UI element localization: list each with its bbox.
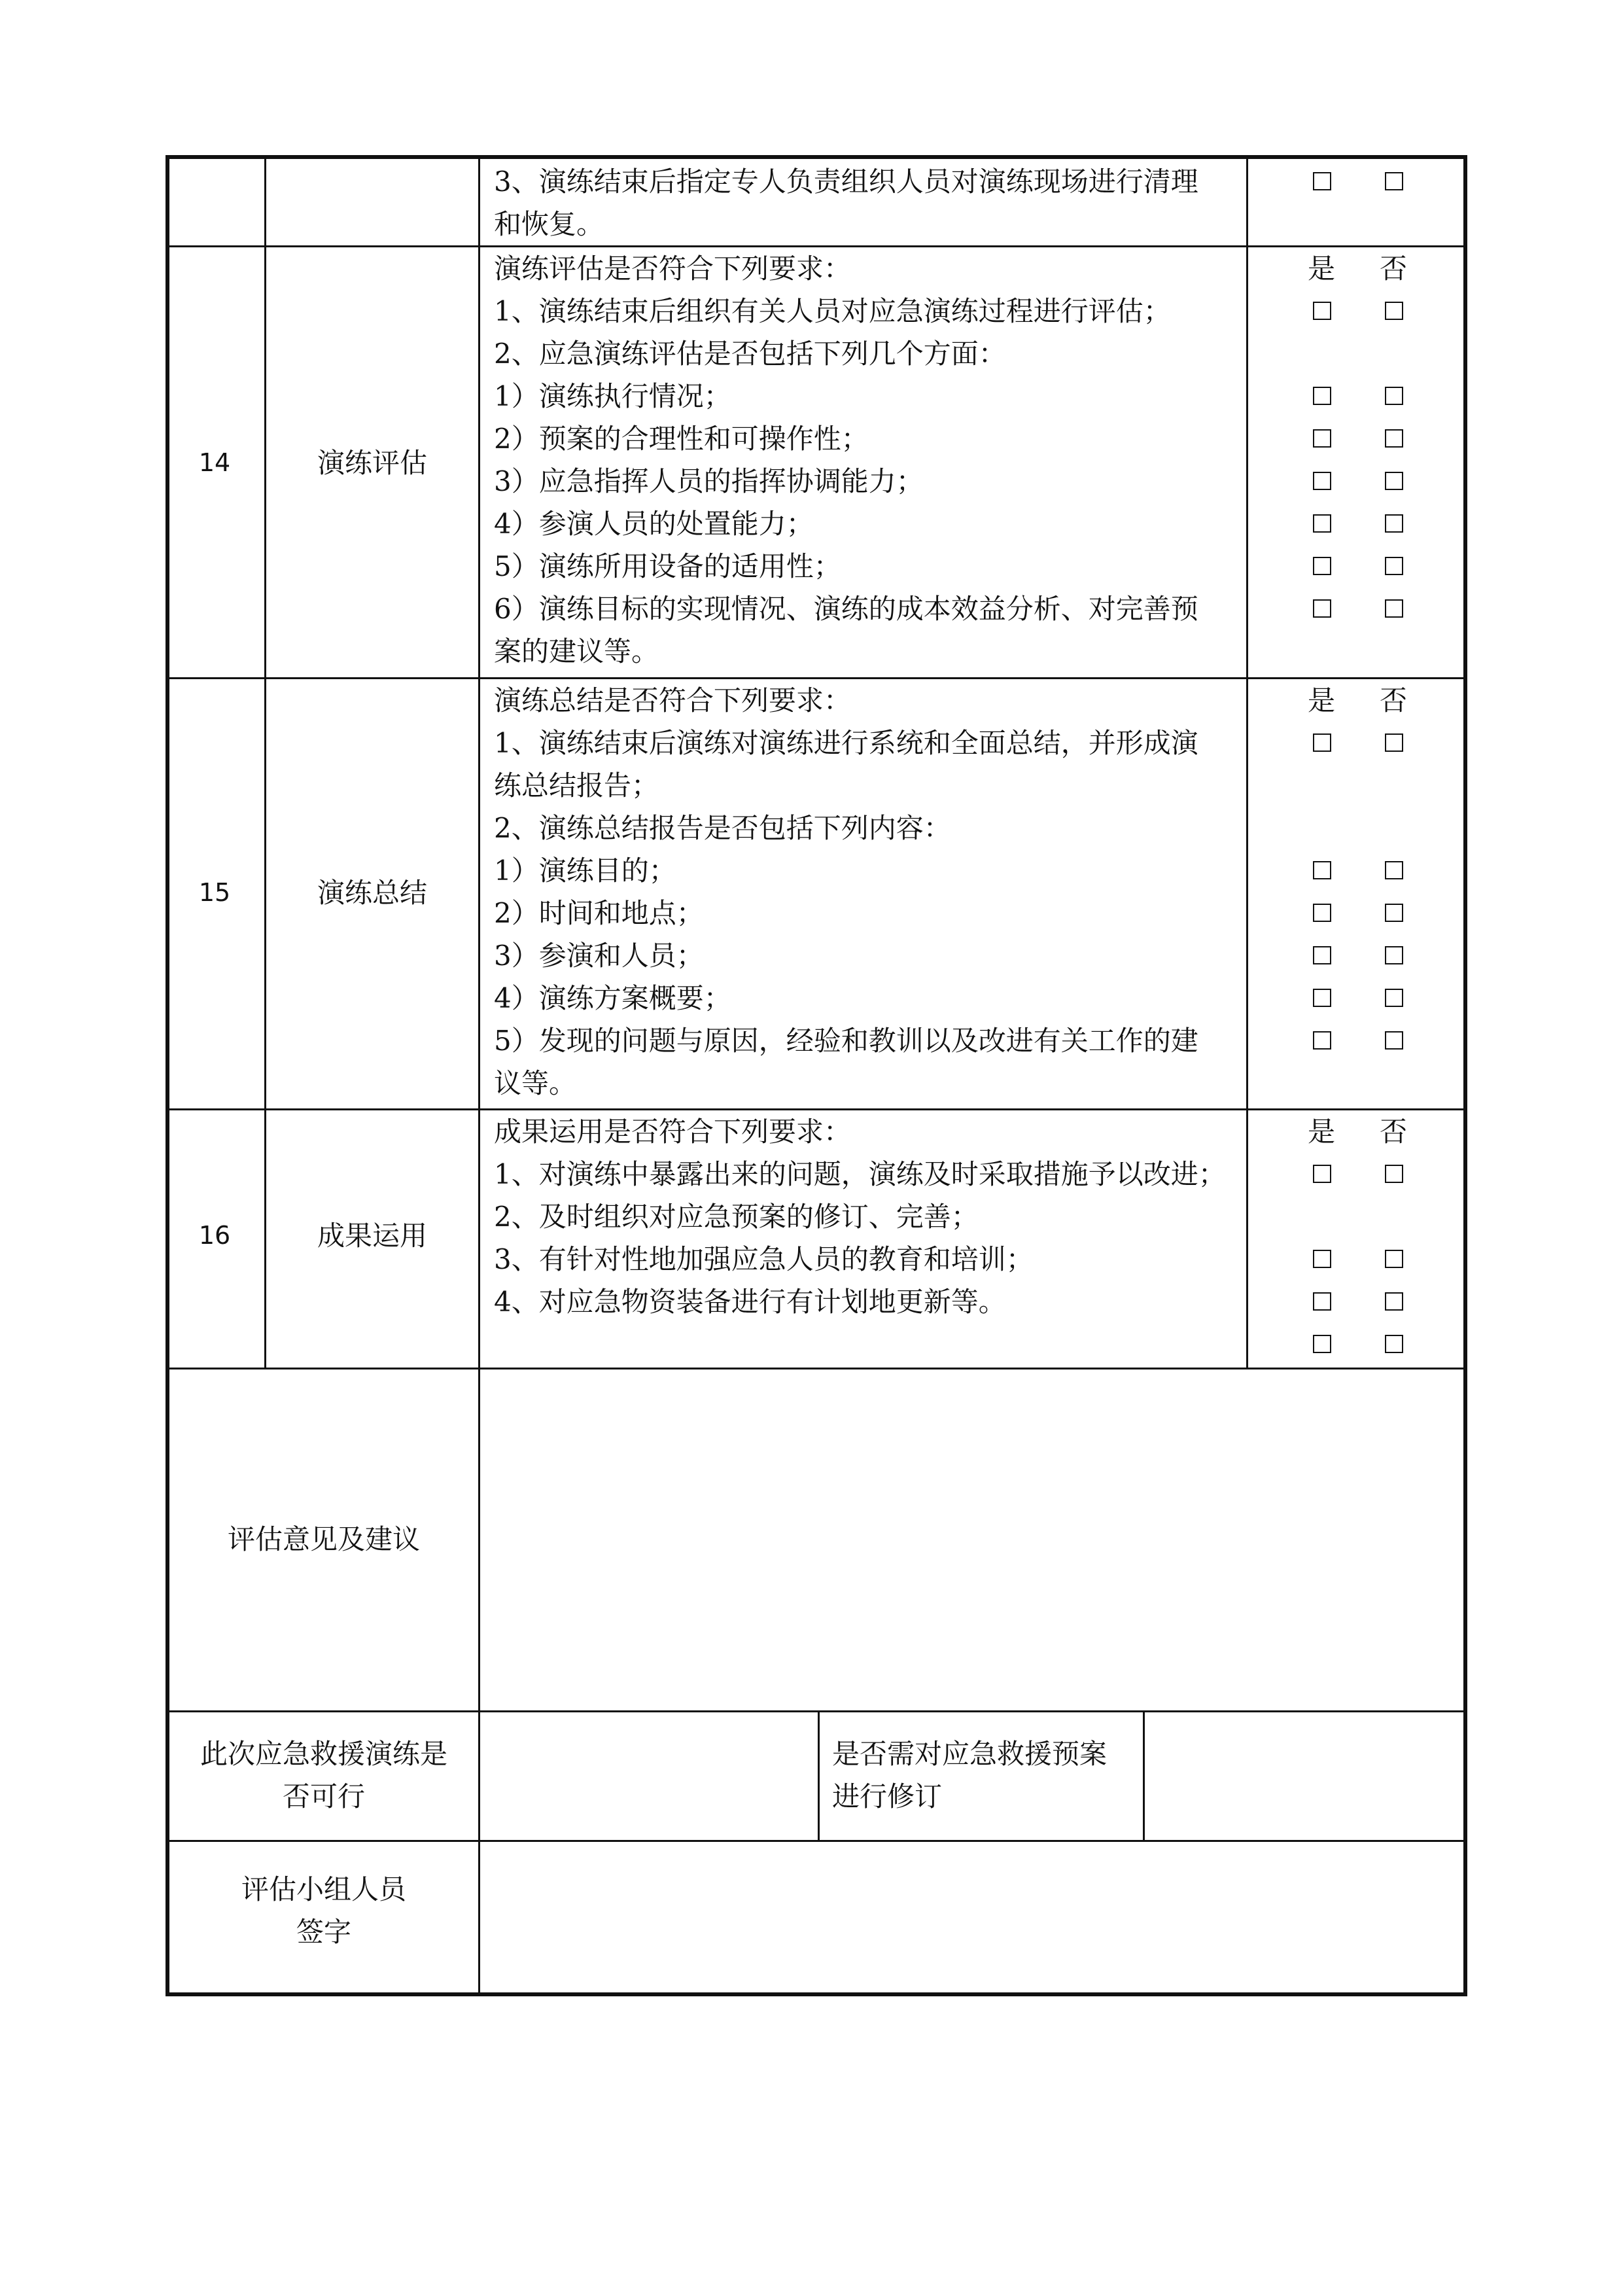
col-divider [818, 1710, 820, 1841]
item-text: 1、对演练中暴露出来的问题，演练及时采取措施予以改进； [494, 1158, 1226, 1190]
no-checkbox[interactable] [1385, 557, 1403, 575]
item-text: 成果运用是否符合下列要求： [494, 1116, 852, 1148]
yes-checkbox[interactable] [1313, 1292, 1331, 1311]
item-text: 3、演练结束后指定专人负责组织人员对演练现场进行清理 [494, 166, 1198, 198]
item-text: 练总结报告； [494, 769, 659, 802]
item-text: 5）发现的问题与原因，经验和教训以及改进有关工作的建 [494, 1025, 1198, 1057]
yes-checkbox[interactable] [1313, 861, 1331, 879]
yes-checkbox[interactable] [1313, 172, 1331, 190]
no-checkbox[interactable] [1385, 1292, 1403, 1311]
yes-header: 是 [1307, 253, 1335, 285]
yes-checkbox[interactable] [1313, 1165, 1331, 1183]
yes-checkbox[interactable] [1313, 599, 1331, 618]
item-text: 演练评估是否符合下列要求： [494, 253, 852, 285]
item-text: 1、演练结束后组织有关人员对应急演练过程进行评估； [494, 295, 1171, 327]
no-checkbox[interactable] [1385, 514, 1403, 533]
signature-label: 评估小组人员 [241, 1873, 406, 1905]
revise-label: 是否需对应急救援预案 [832, 1738, 1108, 1770]
item-text: 1）演练目的； [494, 855, 676, 887]
item-number: 15 [198, 878, 231, 907]
no-checkbox[interactable] [1385, 1165, 1403, 1183]
signature-label: 签字 [296, 1916, 351, 1948]
no-checkbox[interactable] [1385, 904, 1403, 922]
col-divider [264, 155, 266, 1369]
item-label: 演练总结 [317, 877, 427, 909]
item-text: 2、应急演练评估是否包括下列几个方面： [494, 338, 1006, 370]
item-text: 2）时间和地点； [494, 897, 704, 929]
opinion-label: 评估意见及建议 [227, 1523, 420, 1555]
item-number: 16 [198, 1221, 231, 1250]
revise-field[interactable] [1145, 1712, 1463, 1840]
item-text: 6）演练目标的实现情况、演练的成本效益分析、对完善预 [494, 593, 1198, 625]
no-checkbox[interactable] [1385, 1031, 1403, 1050]
no-header: 否 [1379, 253, 1407, 285]
yes-checkbox[interactable] [1313, 733, 1331, 752]
item-text: 2、演练总结报告是否包括下列内容： [494, 812, 951, 844]
opinion-field[interactable] [480, 1369, 1463, 1710]
no-checkbox[interactable] [1385, 989, 1403, 1007]
item-text: 3）应急指挥人员的指挥协调能力； [494, 465, 924, 497]
yes-checkbox[interactable] [1313, 904, 1331, 922]
item-text: 1）演练执行情况； [494, 380, 731, 412]
item-text: 5）演练所用设备的适用性； [494, 550, 841, 582]
yes-checkbox[interactable] [1313, 387, 1331, 405]
no-checkbox[interactable] [1385, 733, 1403, 752]
yes-checkbox[interactable] [1313, 1335, 1331, 1353]
item-text: 议等。 [494, 1067, 577, 1099]
no-checkbox[interactable] [1385, 1250, 1403, 1268]
item-text: 2、及时组织对应急预案的修订、完善； [494, 1201, 979, 1233]
yes-checkbox[interactable] [1313, 1250, 1331, 1268]
no-header: 否 [1379, 1116, 1407, 1148]
item-text: 案的建议等。 [494, 635, 659, 667]
yes-header: 是 [1307, 1116, 1335, 1148]
item-text: 3）参演和人员； [494, 940, 704, 972]
item-text: 4、对应急物资装备进行有计划地更新等。 [494, 1286, 1006, 1318]
no-header: 否 [1379, 684, 1407, 716]
feasible-label: 此次应急救援演练是 [200, 1738, 447, 1770]
yes-checkbox[interactable] [1313, 946, 1331, 964]
yes-checkbox[interactable] [1313, 989, 1331, 1007]
item-number: 14 [198, 448, 231, 477]
feasible-field[interactable] [480, 1712, 818, 1840]
no-checkbox[interactable] [1385, 861, 1403, 879]
no-checkbox[interactable] [1385, 472, 1403, 490]
item-text: 2）预案的合理性和可操作性； [494, 423, 869, 455]
no-checkbox[interactable] [1385, 387, 1403, 405]
signature-field[interactable] [480, 1842, 1463, 1992]
item-text: 1、演练结束后演练对演练进行系统和全面总结，并形成演 [494, 727, 1198, 759]
no-checkbox[interactable] [1385, 599, 1403, 618]
col-divider [1246, 155, 1248, 1369]
no-checkbox[interactable] [1385, 172, 1403, 190]
item-label: 演练评估 [317, 447, 427, 479]
item-text: 4）演练方案概要； [494, 982, 731, 1014]
yes-checkbox[interactable] [1313, 1031, 1331, 1050]
no-checkbox[interactable] [1385, 1335, 1403, 1353]
yes-header: 是 [1307, 684, 1335, 716]
feasible-label: 否可行 [282, 1780, 365, 1812]
item-text: 演练总结是否符合下列要求： [494, 684, 852, 716]
yes-checkbox[interactable] [1313, 514, 1331, 533]
yes-checkbox[interactable] [1313, 302, 1331, 320]
item-text: 4）参演人员的处置能力； [494, 508, 814, 540]
yes-checkbox[interactable] [1313, 429, 1331, 448]
item-text: 3、有针对性地加强应急人员的教育和培训； [494, 1243, 1034, 1275]
no-checkbox[interactable] [1385, 946, 1403, 964]
item-text: 和恢复。 [494, 208, 604, 240]
no-checkbox[interactable] [1385, 302, 1403, 320]
item-label: 成果运用 [317, 1220, 427, 1252]
yes-checkbox[interactable] [1313, 472, 1331, 490]
yes-checkbox[interactable] [1313, 557, 1331, 575]
no-checkbox[interactable] [1385, 429, 1403, 448]
revise-label: 进行修订 [832, 1780, 943, 1812]
